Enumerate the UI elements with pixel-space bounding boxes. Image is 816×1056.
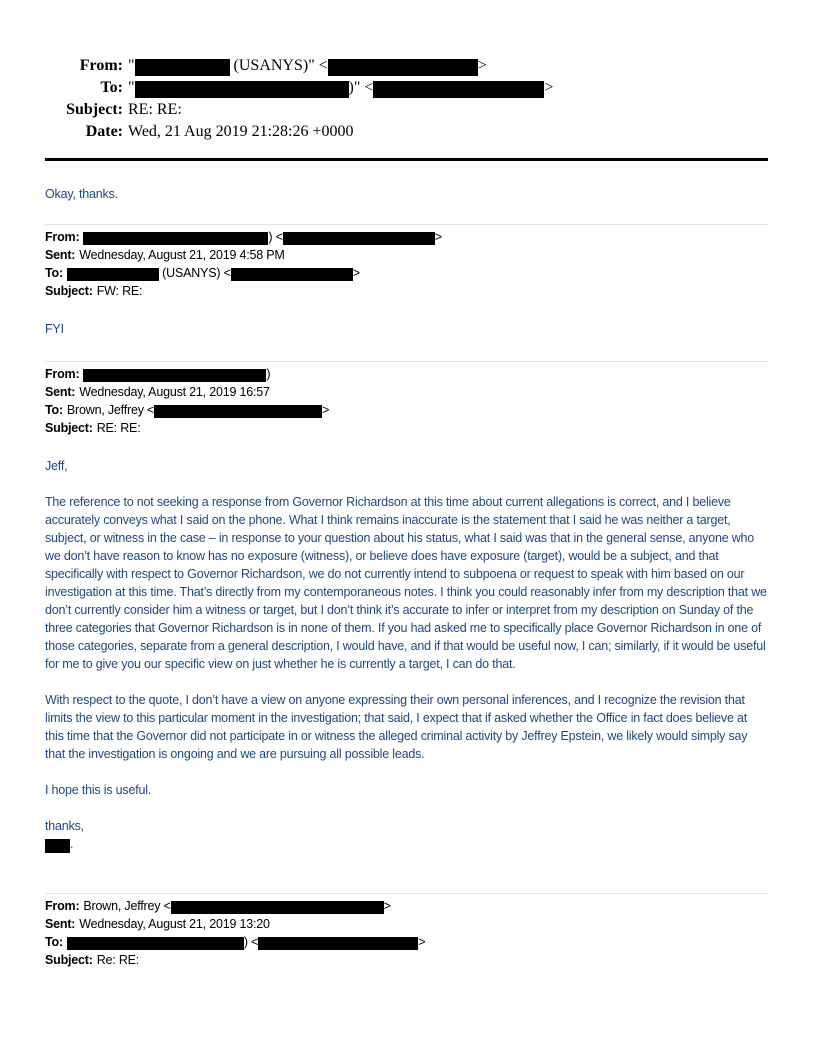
letterhead-to-row — [45, 77, 768, 99]
subject-value: RE: RE: — [96, 421, 141, 435]
redacted-recipient-email — [258, 937, 418, 950]
letterhead-from-label: From: — [79, 57, 123, 74]
text-fragment: > — [434, 230, 442, 244]
to-label: To: — [45, 403, 63, 417]
chain-header-2 — [45, 362, 768, 437]
redacted-sender-email — [283, 232, 435, 245]
message-greeting: Jeff, — [45, 459, 68, 473]
sent-label: Sent: — [45, 385, 76, 399]
from-label: From: — [45, 230, 80, 244]
from-label: From: — [45, 899, 80, 913]
letterhead-subject-value: RE: RE: — [128, 101, 182, 118]
chain3-subject-row — [45, 951, 768, 969]
redacted-recipient-name — [67, 937, 244, 950]
redacted-signature — [45, 839, 70, 853]
message-paragraph-1: The reference to not seeking a response from Governor Richardson at this time about current allegations is correct, and I believe accurately conveys what I said on the phone. What I think remains inaccurate is the statement that I said he was neither a target, subject, or witness in the case – in response to your question about his status, what I said was that in the general sense, anyone who we don’t have reason to know has no exposure (witness), or believe does have exposure (target), would be a subject, and that specifically with respect to Governor Richardson, we do not currently intend to subpoena or request to speak with him based on our investigation at this time. That’s directly from my contemporaneous notes. I think you could reasonably infer from my description that we don’t currently consider him a witness or target, but I don’t think it’s accurate to infer or interpret from my description on Sunday of the three categories that Governor Richardson is in none of them. If you had asked me to specifically place Governor Richardson in one of those categories, separate from a general description, I would have, and if that would be useful now, I can; similarly, if it would be useful for me to give you our specific view on just whether he is currently a target, I can do that. — [45, 495, 767, 671]
subject-label: Subject: — [45, 421, 93, 435]
chain1-sent-row — [45, 246, 768, 264]
chain2-sent-row — [45, 383, 768, 401]
header-divider-rule — [45, 158, 768, 161]
text-fragment: > — [477, 57, 487, 74]
subject-label: Subject: — [45, 284, 93, 298]
redacted-recipient-email — [231, 268, 353, 281]
redacted-recipient-email — [373, 81, 544, 98]
from-label: From: — [45, 367, 80, 381]
text-fragment: ) < — [243, 935, 259, 949]
letterhead-from-value — [128, 55, 487, 77]
text-fragment: (USANYS)" < — [229, 57, 328, 74]
letterhead-subject-row — [45, 99, 768, 121]
chain-header-3 — [45, 894, 768, 969]
text-fragment: ) — [266, 367, 271, 381]
chain3-from-row — [45, 897, 768, 915]
text-fragment: > — [544, 79, 554, 96]
chain3-to-row — [45, 933, 768, 951]
chain1-to-row — [45, 264, 768, 282]
text-fragment: > — [322, 403, 330, 417]
text-fragment: (USANYS) < — [158, 266, 231, 280]
redacted-sender-name — [135, 59, 230, 76]
letterhead-date-label: Date: — [85, 123, 123, 140]
to-label: To: — [45, 266, 63, 280]
reply-message-2: FYI — [45, 322, 64, 336]
text-fragment: > — [352, 266, 360, 280]
reply-message-1: Okay, thanks. — [45, 187, 118, 201]
chain1-subject-row — [45, 282, 768, 300]
text-fragment: )" < — [348, 79, 374, 96]
message-paragraph-2: With respect to the quote, I don’t have a view on anyone expressing their own personal inferences, and I recognize the revision that limits the view to this particular moment in the investigation; that said, I expect that if asked whether the Office in fact does believe at this time that the Governor did not participate in or witness the alleged criminal activity by Jeffrey Epstein, we likely would simply say that the investigation is ongoing and we are pursuing all possible leads. — [45, 693, 748, 761]
sent-label: Sent: — [45, 917, 76, 931]
sent-label: Sent: — [45, 248, 76, 262]
text-fragment: > — [383, 899, 391, 913]
chain2-to-row — [45, 401, 768, 419]
text-fragment: Brown, Jeffrey < — [83, 899, 171, 913]
redacted-sender-name — [83, 369, 266, 382]
chain-header-1 — [45, 225, 768, 300]
subject-value: FW: RE: — [96, 284, 143, 298]
redacted-recipient-name — [67, 268, 159, 281]
text-fragment: " — [128, 57, 135, 74]
text-fragment: > — [418, 935, 426, 949]
text-fragment: ) < — [268, 230, 283, 244]
redacted-recipient-email — [154, 405, 322, 418]
letterhead-date-row — [45, 121, 768, 143]
sent-value: Wednesday, August 21, 2019 16:57 — [79, 385, 270, 399]
letterhead-to-label: To: — [100, 79, 123, 96]
redacted-sender-email — [328, 59, 478, 76]
subject-label: Subject: — [45, 953, 93, 967]
message-signoff — [45, 817, 768, 853]
text-fragment: " — [128, 79, 135, 96]
chain2-subject-row — [45, 419, 768, 437]
letterhead-subject-label: Subject: — [66, 101, 123, 118]
text-fragment: . — [70, 837, 74, 851]
letterhead — [45, 55, 768, 143]
redacted-sender-name — [83, 232, 268, 245]
sent-value: Wednesday, August 21, 2019 4:58 PM — [79, 248, 285, 262]
redacted-recipient-name — [135, 81, 349, 98]
subject-value: Re: RE: — [96, 953, 140, 967]
chain1-from-row — [45, 228, 768, 246]
to-label: To: — [45, 935, 63, 949]
letterhead-from-row — [45, 55, 768, 77]
chain2-from-row — [45, 365, 768, 383]
text-fragment: Brown, Jeffrey < — [66, 403, 155, 417]
redacted-sender-email — [171, 901, 384, 914]
signoff-text: thanks, — [45, 819, 84, 833]
message-paragraph-3: I hope this is useful. — [45, 783, 152, 797]
chain3-sent-row — [45, 915, 768, 933]
sent-value: Wednesday, August 21, 2019 13:20 — [79, 917, 270, 931]
letterhead-to-value — [128, 77, 553, 99]
letterhead-date-value: Wed, 21 Aug 2019 21:28:26 +0000 — [128, 123, 354, 140]
